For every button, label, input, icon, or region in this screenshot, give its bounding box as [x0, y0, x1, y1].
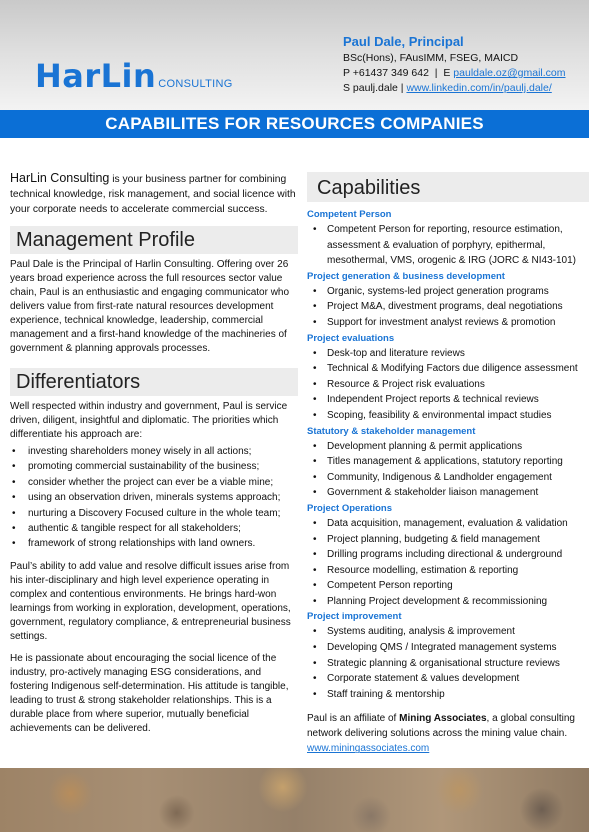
- list-item: • Scoping, feasibility & environmental impact studies: [311, 408, 589, 424]
- email-link[interactable]: pauldale.oz@gmail.com: [453, 67, 566, 79]
- affiliate-text-rest: , a global consulting network delivering solutions across the mining value chain.: [307, 713, 575, 740]
- list-item: • Planning Project development & recommissioning: [311, 594, 589, 610]
- rock-texture-footer-image: [0, 768, 589, 832]
- list-item: • investing shareholders money wisely in all actions;: [10, 444, 298, 459]
- differentiators-list: [10, 444, 298, 552]
- affiliate-paragraph: [307, 711, 589, 756]
- linkedin-link[interactable]: www.linkedin.com/in/paulj.dale/: [406, 82, 552, 94]
- list-item: • using an observation driven, minerals systems approach;: [10, 490, 298, 505]
- mining-associates-link[interactable]: www.miningassociates.com: [307, 743, 430, 755]
- list-item: • Corporate statement & values development: [311, 671, 589, 687]
- logo-subtitle: CONSULTING: [158, 78, 233, 90]
- category-project-operations: Project Operations: [307, 502, 392, 514]
- list-item: • Systems auditing, analysis & improvement: [311, 624, 589, 640]
- list-item: • Community, Indigenous & Landholder engagement: [311, 470, 589, 486]
- contact-phone: P +61437 349 642: [343, 67, 429, 79]
- capability-list: [307, 222, 589, 269]
- management-profile-heading: Management Profile: [10, 226, 298, 254]
- list-item: • Competent Person for reporting, resource estimation, assessment & evaluation of porphyry, epithermal, mesothermal, VMS, orogenic & IRG (JORC & NI43-101): [311, 222, 589, 269]
- list-item: • Competent Person reporting: [311, 578, 589, 594]
- list-item: • Technical & Modifying Factors due diligence assessment: [311, 361, 589, 377]
- list-item: • Staff training & mentorship: [311, 687, 589, 703]
- list-item: • promoting commercial sustainability of the business;: [10, 459, 298, 474]
- affiliate-text: Paul is an affiliate of: [307, 713, 400, 725]
- separator: |: [434, 67, 438, 79]
- ability-paragraph: Paul’s ability to add value and resolve difficult issues arise from his inter-disciplinary and high level experience operating in complex and contentious environments. He brings hard-won learnings from working in exploration, development, operations, government, regulatory compliance, & entrepreneurial business settings.: [10, 560, 291, 642]
- capability-list: [307, 516, 589, 610]
- category-project-evaluations: Project evaluations: [307, 332, 395, 344]
- capabilities-heading: Capabilities: [307, 172, 589, 202]
- capability-list: [307, 624, 589, 702]
- list-item: • Development planning & permit applications: [311, 439, 589, 455]
- list-item: • authentic & tangible respect for all stakeholders;: [10, 521, 298, 536]
- capability-list: [307, 346, 589, 424]
- list-item: • Titles management & applications, statutory reporting: [311, 454, 589, 470]
- capability-list: [307, 284, 589, 331]
- list-item: • Organic, systems-led project generation programs: [311, 284, 589, 300]
- list-item: • Independent Project reports & technical reviews: [311, 392, 589, 408]
- category-statutory-stakeholder: Statutory & stakeholder management: [307, 425, 476, 437]
- passion-paragraph: He is passionate about encouraging the social licence of the industry, pro-actively managing ESG considerations, and fostering Indigenous self-determination. His attitude is tangible, leading to trust & strong stakeholder relationships. This is a durable place from where superior, mutually beneficial achievements can be delivered.: [10, 652, 289, 734]
- contact-phone-email-line: [343, 66, 566, 81]
- differentiators-intro: Well respected within industry and government, Paul is service driven, diligent, insightful and diplomatic. The priorities which differentiate his approach are:: [10, 401, 288, 440]
- list-item: • Project M&A, divestment programs, deal negotiations: [311, 299, 589, 315]
- title-banner: CAPABILITES FOR RESOURCES COMPANIES: [0, 110, 589, 138]
- intro-paragraph: [10, 171, 298, 217]
- email-prefix: E: [443, 67, 451, 79]
- header-band: [0, 0, 589, 110]
- list-item: • Resource modelling, estimation & reporting: [311, 563, 589, 579]
- contact-credentials: BSc(Hons), FAusIMM, FSEG, MAICD: [343, 52, 519, 64]
- intro-brand: HarLin Consulting: [10, 171, 110, 185]
- list-item: • framework of strong relationships with land owners.: [10, 536, 298, 551]
- management-profile-text: Paul Dale is the Principal of Harlin Consulting. Offering over 26 years broad experience across the full resources sector value chain, Paul is an enthusiastic and engaging communicator who delivers value from first-rate natural resources development experience, technical knowledge, leadership, commercial management and a first-hand knowledge of the machineries of government & planning approvals processes.: [10, 259, 290, 354]
- differentiators-heading: Differentiators: [10, 368, 298, 396]
- affiliate-name: Mining Associates: [399, 713, 487, 725]
- list-item: • Resource & Project risk evaluations: [311, 377, 589, 393]
- list-item: • Government & stakeholder liaison management: [311, 485, 589, 501]
- list-item: • Drilling programs including directional & underground: [311, 547, 589, 563]
- list-item: • consider whether the project can ever be a viable mine;: [10, 475, 298, 490]
- separator: |: [400, 82, 404, 94]
- contact-skype: S paulj.dale: [343, 82, 398, 94]
- logo-wordmark: HarLin: [35, 57, 157, 95]
- category-competent-person: Competent Person: [307, 209, 392, 220]
- right-column: [307, 172, 589, 766]
- contact-name: Paul Dale, Principal: [343, 34, 464, 49]
- contact-block: [343, 34, 566, 96]
- list-item: • nurturing a Discovery Focused culture in the whole team;: [10, 506, 298, 521]
- list-item: • Strategic planning & organisational structure reviews: [311, 656, 589, 672]
- intro-text: is your business partner for combining technical knowledge, risk management, and social licence with your corporate needs to accelerate commercial success.: [10, 174, 296, 215]
- list-item: • Data acquisition, management, evaluation & validation: [311, 516, 589, 532]
- list-item: • Developing QMS / Integrated management systems: [311, 640, 589, 656]
- category-project-generation: Project generation & business development: [307, 270, 505, 282]
- category-project-improvement: Project improvement: [307, 611, 402, 623]
- contact-social-line: [343, 81, 566, 96]
- capability-list: [307, 439, 589, 501]
- left-column: [10, 171, 298, 744]
- harlin-logo: [35, 57, 233, 95]
- list-item: • Support for investment analyst reviews & promotion: [311, 315, 589, 331]
- list-item: • Project planning, budgeting & field management: [311, 532, 589, 548]
- list-item: • Desk-top and literature reviews: [311, 346, 589, 362]
